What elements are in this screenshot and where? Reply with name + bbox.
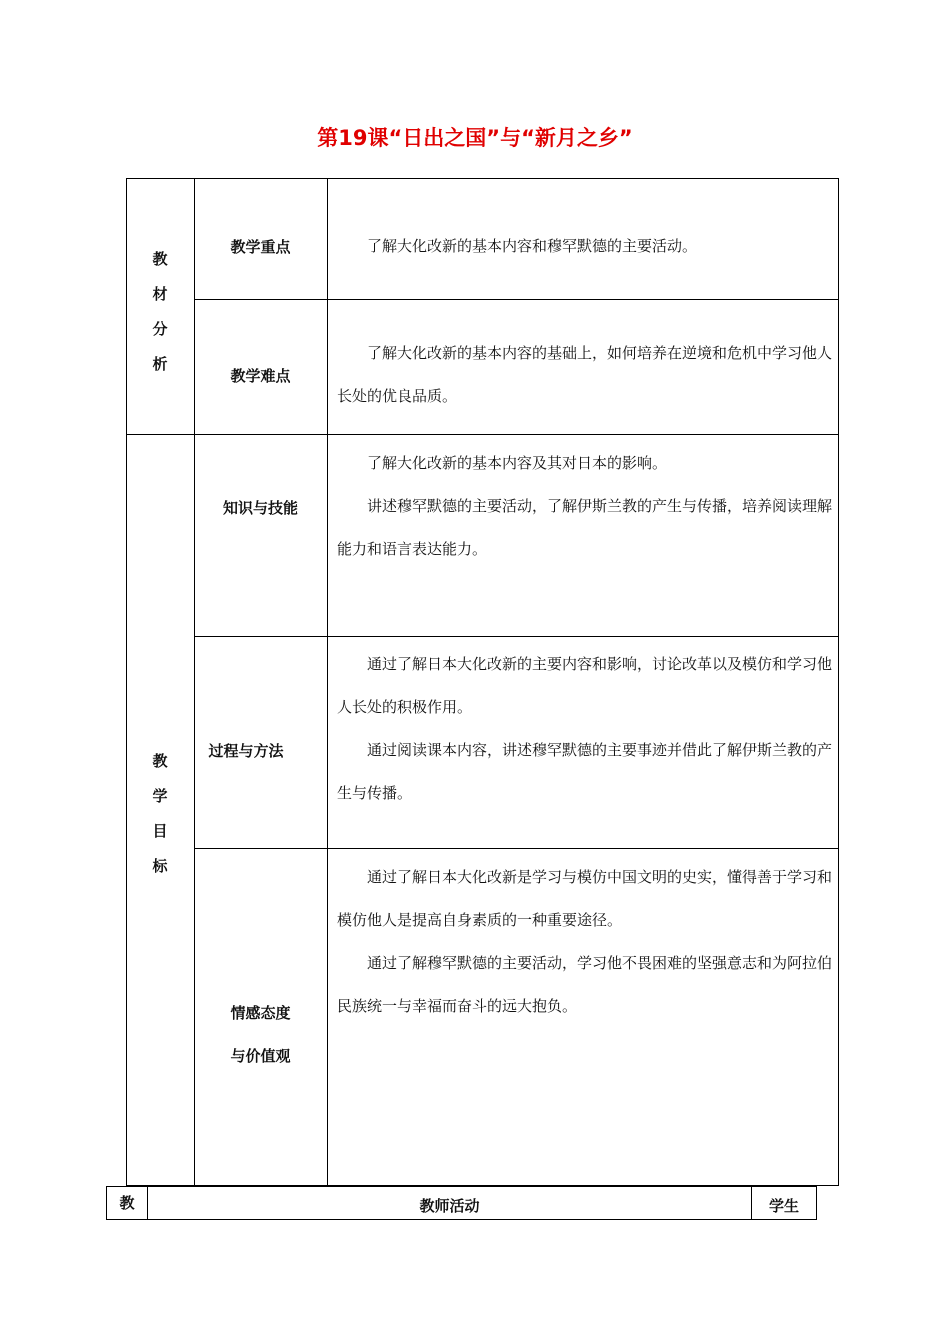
row-label-knowledge-skills: 知识与技能 — [222, 499, 298, 517]
content-key-points — [337, 225, 833, 268]
section-label-char: 目 — [152, 822, 168, 840]
table-divider — [194, 299, 839, 300]
content-paragraph: 通过了解日本大化改新的主要内容和影响，讨论改革以及模仿和学习他人长处的积极作用。 — [337, 655, 833, 716]
content-knowledge-skills — [337, 442, 833, 571]
content-attitude-values — [337, 856, 833, 1028]
content-paragraph: 讲述穆罕默德的主要活动，了解伊斯兰教的产生与传播，培养阅读理解能力和语言表达能力。 — [337, 497, 833, 558]
page-title: 第19课“日出之国”与“新月之乡” — [317, 126, 633, 150]
section-label-char: 析 — [152, 355, 168, 373]
row-label-line: 与价值观 — [230, 1047, 291, 1065]
section-label-teaching-goals — [127, 744, 193, 884]
row-label-attitude-values — [195, 992, 326, 1078]
row-label-line: 情感态度 — [230, 1004, 291, 1022]
section-label-char: 学 — [152, 787, 168, 805]
content-paragraph: 通过了解日本大化改新是学习与模仿中国文明的史实，懂得善于学习和模仿他人是提高自身素质的一种重要途径。 — [337, 868, 833, 929]
section-label-material-analysis — [127, 242, 193, 382]
activity-header-col1: 教 — [119, 1194, 135, 1212]
section-label-char: 教 — [152, 250, 168, 268]
activity-header-student: 学生 — [768, 1197, 799, 1215]
section-label-char: 材 — [152, 285, 168, 303]
row-label-key-points: 教学重点 — [230, 238, 291, 256]
section-label-char: 教 — [152, 752, 168, 770]
section-label-char: 标 — [152, 857, 168, 875]
row-label-process-method: 过程与方法 — [208, 742, 284, 760]
content-paragraph: 了解大化改新的基本内容和穆罕默德的主要活动。 — [367, 237, 698, 255]
table-divider — [194, 848, 839, 849]
table-divider — [194, 636, 839, 637]
content-process-method — [337, 643, 833, 815]
activity-header-teacher: 教师活动 — [419, 1197, 480, 1215]
content-paragraph: 了解大化改新的基本内容及其对日本的影响。 — [367, 454, 668, 472]
content-difficulties — [337, 332, 833, 418]
row-label-difficulties: 教学难点 — [230, 367, 291, 385]
content-paragraph: 了解大化改新的基本内容的基础上，如何培养在逆境和危机中学习他人长处的优良品质。 — [337, 344, 833, 405]
content-paragraph: 通过阅读课本内容，讲述穆罕默德的主要事迹并借此了解伊斯兰教的产生与传播。 — [337, 741, 833, 802]
table-divider — [126, 434, 839, 435]
table-divider — [327, 179, 328, 1185]
content-paragraph: 通过了解穆罕默德的主要活动，学习他不畏困难的坚强意志和为阿拉伯民族统一与幸福而奋斗的远大抱负。 — [337, 954, 833, 1015]
section-label-char: 分 — [152, 320, 168, 338]
